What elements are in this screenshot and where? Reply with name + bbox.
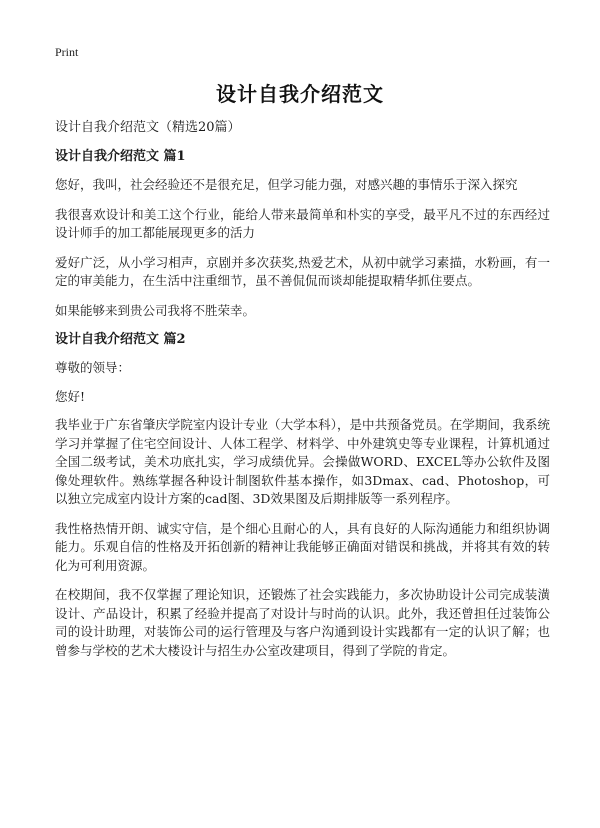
paragraph: 尊敬的领导： — [55, 360, 131, 375]
document-subtitle: 设计自我介绍范文（精选20篇） — [55, 120, 241, 135]
paragraph: 您好! — [55, 388, 86, 404]
print-link[interactable]: Print — [55, 45, 79, 59]
paragraph: 我性格热情开朗、诚实守信，是个细心且耐心的人，具有良好的人际沟通能力和组织协调能力。乐观自信的性格及开拓创新的精神让我能够正确面对错误和挑战，并将其有效的转化为可利用资源。 — [55, 520, 550, 573]
paragraph: 我很喜欢设计和美工这个行业，能给人带来最简单和朴实的享受，最平凡不过的东西经过设计师手的加工都能展现更多的活力 — [55, 206, 550, 240]
paragraph: 在校期间，我不仅掌握了理论知识，还锻炼了社会实践能力，多次协助设计公司完成装潢设计、产品设计，积累了经验并提高了对设计与时尚的认识。此外，我还曾担任过装饰公司的设计助理，对装饰公司的运行管理及与客户沟通到设计实践都有一定的认识了解；也曾参与学校的艺术大楼设计与招生办公室改建项目，得到了学院的肯定。 — [55, 587, 550, 658]
paragraph: 您好，我叫，社会经验还不是很充足，但学习能力强，对感兴趣的事情乐于深入探究 — [55, 177, 518, 192]
paragraph: 我毕业于广东省肇庆学院室内设计专业（大学本科），是中共预备党员。在学期间，我系统学习并掌握了住宅空间设计、人体工程学、材料学、中外建筑史等专业课程，计算机通过全国二级考试，美术功底扎实，学习成绩优异。会操做WORD、EXCEL等办公软件及图像处理软件。熟练掌握各种设计制图软件基本操作，如3Dmax、cad、Photoshop，可以独立完成室内设计方案的cad图、3D效果图及后期排版等一系列程序。 — [55, 417, 550, 506]
section-heading-1: 设计自我介绍范文 篇1 — [55, 149, 186, 164]
page-title: 设计自我介绍范文 — [216, 82, 384, 106]
paragraph: 爱好广泛，从小学习相声，京剧并多次获奖,热爱艺术，从初中就学习素描，水粉画，有一定的审美能力，在生活中注重细节，虽不善侃侃而谈却能提取精华抓住要点。 — [55, 254, 550, 288]
paragraph: 如果能够来到贵公司我将不胜荣幸。 — [55, 302, 256, 318]
section-heading-2: 设计自我介绍范文 篇2 — [55, 332, 186, 347]
document-body — [55, 118, 550, 671]
